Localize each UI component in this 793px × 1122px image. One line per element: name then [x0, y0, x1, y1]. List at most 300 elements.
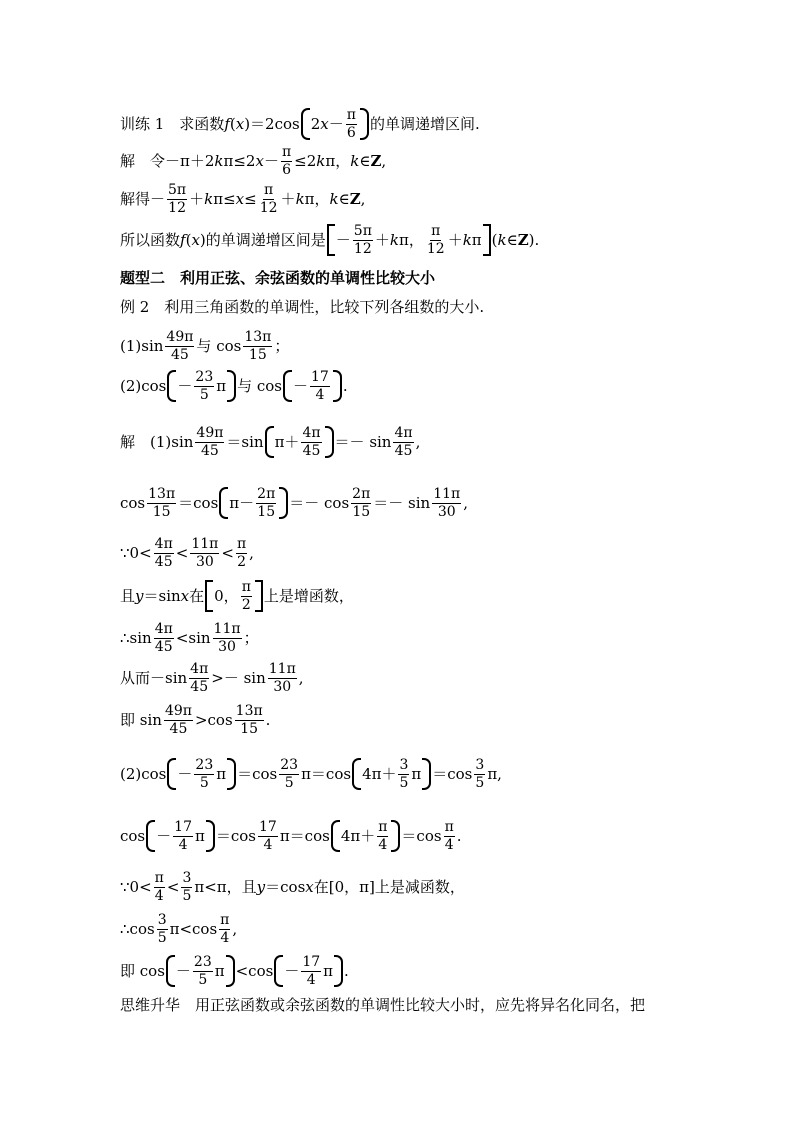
fraction [426, 224, 446, 256]
fraction [154, 537, 174, 569]
text: Z [370, 151, 382, 170]
numerator: π [264, 182, 274, 198]
paren-group [166, 370, 237, 402]
text: ＝cos [401, 826, 442, 845]
text: cos [120, 826, 146, 845]
denominator: 4 [263, 836, 273, 853]
text: ＋ [280, 189, 296, 208]
text: k [316, 151, 326, 170]
denominator: 4 [306, 971, 316, 988]
text: )＝2cos [244, 114, 300, 133]
text: k [462, 230, 472, 249]
paren-group [166, 758, 237, 790]
text: x [235, 114, 245, 133]
text: ＝sin [143, 586, 181, 605]
interval-group [204, 580, 264, 612]
text: ∵0< [120, 543, 152, 562]
fraction [353, 224, 373, 256]
fraction [310, 370, 330, 402]
text: π， [325, 151, 351, 170]
text: , [415, 432, 421, 451]
denominator: 5 [399, 774, 409, 791]
paren-group [218, 487, 289, 519]
denominator: 12 [259, 199, 278, 216]
right-paren [333, 370, 342, 402]
right-paren [279, 487, 288, 519]
text: ∈ [506, 230, 518, 249]
numerator: 2π [352, 486, 371, 502]
text: x [235, 189, 245, 208]
solution-part-2-step-3 [120, 871, 465, 903]
fraction [346, 108, 357, 140]
numerator: 13π [148, 486, 176, 502]
left-paren [274, 955, 283, 987]
solution-conclusion [120, 224, 539, 256]
fraction [432, 487, 461, 519]
fraction [259, 183, 279, 215]
text: － [293, 376, 309, 395]
text: ＝cos [265, 877, 306, 896]
text: <cos [235, 961, 274, 980]
text: π [216, 764, 227, 783]
solution-part-1-step-1 [120, 426, 420, 458]
text: 且 [120, 586, 136, 605]
text: , [463, 493, 469, 512]
text: < [221, 543, 234, 562]
text: π＝cos [301, 764, 352, 783]
text: x [255, 151, 264, 170]
text: ≤2 [294, 151, 317, 170]
numerator: π [281, 144, 292, 160]
text: < [175, 543, 189, 562]
denominator: 30 [218, 638, 236, 655]
denominator: 15 [152, 503, 171, 520]
numerator: 23 [195, 757, 214, 773]
numerator: π [154, 870, 164, 886]
paren-group [330, 820, 402, 852]
text: π＋ [274, 432, 300, 451]
numerator: 3 [475, 757, 485, 773]
numerator: 11π [213, 621, 241, 637]
paren-group [351, 758, 432, 790]
text: < [166, 877, 180, 896]
numerator: π [241, 579, 251, 595]
text: － [156, 826, 172, 845]
denominator: 12 [426, 240, 445, 257]
text: . [265, 710, 271, 729]
text: x [191, 230, 200, 249]
text: 4π＋ [340, 826, 376, 845]
numerator: π [220, 912, 230, 928]
denominator: 4 [178, 836, 188, 853]
numerator: 13π [244, 329, 272, 345]
solution-part-1-step-5 [120, 622, 259, 654]
fraction [281, 145, 292, 177]
fraction [393, 426, 413, 458]
fraction [444, 820, 455, 852]
text: π [194, 826, 205, 845]
text: ＝cos [178, 493, 219, 512]
text: π [471, 230, 482, 249]
text: π， [304, 189, 330, 208]
exercise-1-statement [120, 108, 480, 140]
text: 2 [310, 114, 321, 133]
text: >－ sin [211, 668, 266, 687]
fraction [195, 426, 224, 458]
text: x [305, 877, 314, 896]
text: f [180, 230, 186, 249]
fraction [279, 758, 299, 790]
text: (2)cos [120, 376, 167, 395]
left-paren [265, 426, 274, 458]
text: π, [487, 764, 502, 783]
text: 即 sin [120, 710, 162, 729]
text: 的单调递增区间. [369, 114, 480, 133]
fraction [213, 622, 242, 654]
text: ＝cos [432, 764, 473, 783]
numerator: 3 [399, 757, 409, 773]
text: ∵0< [120, 877, 152, 896]
text: ≤ [244, 189, 257, 208]
denominator: 5 [157, 929, 167, 946]
text: ( [491, 230, 498, 249]
fraction [398, 758, 409, 790]
fraction [377, 820, 388, 852]
text: )的单调递增区间是 [199, 230, 326, 249]
fraction [194, 370, 214, 402]
denominator: 4 [444, 836, 454, 853]
fraction [173, 820, 193, 852]
right-paren [227, 370, 236, 402]
text: ∴sin [120, 628, 152, 647]
text: ； [274, 336, 290, 355]
left-paren [219, 487, 228, 519]
denominator: 30 [273, 678, 292, 695]
text: π＝cos [279, 826, 330, 845]
denominator: 4 [378, 836, 388, 853]
fraction [147, 487, 176, 519]
text: Z [517, 230, 529, 249]
text: － [177, 376, 193, 395]
denominator: 6 [346, 124, 356, 141]
text: 训练 1 求函数 [120, 114, 225, 133]
text: y [135, 586, 144, 605]
text: k [295, 189, 305, 208]
text: 在 [189, 586, 205, 605]
fraction [167, 183, 187, 215]
text: <sin [175, 628, 211, 647]
solution-part-1-step-3 [120, 537, 254, 569]
solution-part-1-step-4 [120, 580, 354, 612]
solution-step-2 [120, 183, 365, 215]
denominator: 45 [302, 442, 321, 459]
text: ＋ [374, 230, 390, 249]
fraction [157, 913, 168, 945]
fraction [301, 955, 321, 987]
denominator: 45 [169, 720, 188, 737]
text: ； [243, 628, 259, 647]
text: － [284, 961, 300, 980]
text: 即 cos [120, 961, 165, 980]
fraction [154, 871, 165, 903]
paren-group [282, 370, 343, 402]
denominator: 45 [154, 638, 173, 655]
fraction [164, 704, 193, 736]
denominator: 2 [241, 596, 251, 613]
numerator: 11π [191, 536, 219, 552]
text: 在[0，π]上是减函数， [313, 877, 465, 896]
denominator: 6 [282, 161, 292, 178]
text: x [180, 586, 190, 605]
text: π [214, 961, 225, 980]
fraction [301, 426, 321, 458]
text: 从而－sin [120, 668, 188, 687]
solution-part-2-result [120, 955, 349, 987]
text: ( [185, 230, 192, 249]
denominator: 4 [315, 386, 325, 403]
text: ( [229, 114, 236, 133]
fraction [351, 487, 371, 519]
text: 4π＋ [362, 764, 397, 783]
denominator: 5 [475, 774, 485, 791]
left-paren [167, 370, 176, 402]
numerator: 2π [257, 486, 276, 502]
text: － [328, 114, 344, 133]
fraction [189, 662, 209, 694]
text: k [350, 151, 360, 170]
fraction [154, 622, 174, 654]
numerator: 49π [166, 329, 194, 345]
text: k [389, 230, 399, 249]
paren-group [165, 955, 236, 987]
paren-group [145, 820, 216, 852]
text: 与 cos [196, 336, 242, 355]
numerator: 4π [154, 621, 173, 637]
numerator: 49π [196, 425, 224, 441]
left-paren [331, 820, 340, 852]
text: 与 cos [237, 376, 282, 395]
right-paren [391, 820, 400, 852]
example-2-statement: 例 2 利用三角函数的单调性，比较下列各组数的大小. [120, 298, 485, 316]
denominator: 4 [154, 887, 164, 904]
left-paren [352, 758, 361, 790]
text: － [175, 961, 191, 980]
text: 上是增函数， [263, 586, 354, 605]
paren-group [300, 108, 370, 140]
numerator: 17 [311, 369, 329, 385]
numerator: 11π [268, 661, 296, 677]
denominator: 45 [171, 346, 189, 363]
text: ＝sin [226, 432, 264, 451]
denominator: 4 [220, 929, 230, 946]
text: ∴cos [120, 919, 155, 938]
text: Z [349, 189, 361, 208]
denominator: 15 [352, 503, 371, 520]
text: π－ [229, 493, 255, 512]
text: k [204, 189, 214, 208]
left-bracket [327, 224, 335, 256]
denominator: 30 [195, 553, 214, 570]
text: － [335, 230, 351, 249]
text: ＋ [447, 230, 463, 249]
text: , [381, 151, 387, 170]
text: ∈ [338, 189, 350, 208]
text: ＝－ sin [334, 432, 392, 451]
text: π<π，且 [194, 877, 257, 896]
denominator: 5 [198, 971, 208, 988]
text: k [329, 189, 339, 208]
denominator: 45 [154, 553, 173, 570]
numerator: 4π [394, 425, 413, 441]
text: cos [120, 493, 146, 512]
denominator: 12 [168, 199, 186, 216]
right-paren [227, 758, 236, 790]
denominator: 45 [201, 442, 219, 459]
right-paren [422, 758, 431, 790]
text: 解 令－π＋2 [120, 151, 215, 170]
numerator: 23 [193, 954, 212, 970]
denominator: 5 [284, 774, 294, 791]
fraction [268, 662, 297, 694]
numerator: 4π [154, 536, 173, 552]
denominator: 2 [237, 553, 246, 570]
fraction [235, 704, 264, 736]
text: x [320, 114, 329, 133]
text: － [177, 764, 193, 783]
fraction [258, 820, 278, 852]
text: ＝cos [237, 764, 278, 783]
text: , [298, 668, 304, 687]
text: π [323, 961, 334, 980]
denominator: 30 [437, 503, 456, 520]
solution-part-1-step-2 [120, 487, 468, 519]
fraction [193, 955, 213, 987]
numerator: 4π [190, 661, 209, 677]
summary-note: 思维升华 用正弦函数或余弦函数的单调性比较大小时，应先将异名化同名，把 [120, 996, 646, 1014]
text: 所以函数 [120, 230, 181, 249]
left-paren [283, 370, 292, 402]
denominator: 15 [240, 720, 259, 737]
text: π， [399, 230, 424, 249]
solution-part-2-step-2 [120, 820, 462, 852]
text: y [256, 877, 266, 896]
text: π [216, 376, 227, 395]
fraction [219, 913, 230, 945]
interval-group [326, 224, 492, 256]
numerator: π [431, 223, 441, 239]
fraction [241, 580, 252, 612]
numerator: 4π [302, 425, 321, 441]
fraction [181, 871, 192, 903]
solution-part-2-step-1 [120, 758, 502, 790]
text: π≤ [213, 189, 236, 208]
fraction [243, 330, 272, 362]
fraction [194, 758, 214, 790]
right-paren [325, 426, 334, 458]
fraction [256, 487, 276, 519]
text: π [411, 764, 422, 783]
text: 解得－ [120, 189, 166, 208]
right-paren [334, 955, 343, 987]
text: , [360, 189, 366, 208]
text: ＝－ sin [373, 493, 431, 512]
right-paren [360, 108, 369, 140]
text: f [224, 114, 230, 133]
numerator: 23 [280, 757, 299, 773]
paren-group [264, 426, 335, 458]
text: (1)sin [120, 336, 164, 355]
right-paren [226, 955, 235, 987]
text: ＝cos [215, 826, 256, 845]
numerator: π [346, 107, 356, 123]
numerator: π [444, 819, 454, 835]
text: . [342, 376, 348, 395]
section-heading: 题型二 利用正弦、余弦函数的单调性比较大小 [120, 269, 436, 287]
fraction [236, 537, 247, 569]
text: 0， [214, 586, 239, 605]
denominator: 5 [199, 774, 209, 791]
text: k [497, 230, 507, 249]
denominator: 45 [190, 678, 209, 695]
denominator: 15 [257, 503, 276, 520]
example-2-part-2 [120, 370, 348, 402]
numerator: 23 [195, 369, 214, 385]
numerator: π [378, 819, 388, 835]
right-bracket [255, 580, 263, 612]
denominator: 12 [353, 240, 372, 257]
text: π≤2 [223, 151, 256, 170]
numerator: 17 [302, 954, 321, 970]
solution-part-2-step-4 [120, 913, 237, 945]
denominator: 5 [182, 887, 192, 904]
text: , [232, 919, 238, 938]
text: ∈ [359, 151, 371, 170]
left-paren [146, 820, 155, 852]
numerator: 17 [174, 819, 192, 835]
text: － [263, 151, 279, 170]
numerator: 3 [157, 912, 167, 928]
text: π<cos [169, 919, 218, 938]
fraction [190, 537, 219, 569]
numerator: 17 [258, 819, 277, 835]
fraction [165, 330, 194, 362]
text: . [344, 961, 349, 980]
numerator: π [236, 536, 247, 552]
left-paren [167, 758, 176, 790]
left-paren [301, 108, 310, 140]
solution-part-1-step-6 [120, 662, 304, 694]
right-paren [206, 820, 215, 852]
text: 解 (1)sin [120, 432, 194, 451]
solution-part-1-result [120, 704, 270, 736]
numerator: 3 [182, 870, 192, 886]
text: ＝－ cos [289, 493, 350, 512]
text: , [249, 543, 254, 562]
text: . [456, 826, 462, 845]
denominator: 5 [199, 386, 209, 403]
text: ＋ [189, 189, 205, 208]
denominator: 45 [394, 442, 413, 459]
right-bracket [483, 224, 491, 256]
denominator: 15 [248, 346, 267, 363]
text: ). [528, 230, 540, 249]
paren-group [273, 955, 344, 987]
numerator: 11π [433, 486, 461, 502]
numerator: 49π [164, 703, 192, 719]
text: k [214, 151, 224, 170]
left-paren [166, 955, 175, 987]
numerator: 13π [235, 703, 263, 719]
